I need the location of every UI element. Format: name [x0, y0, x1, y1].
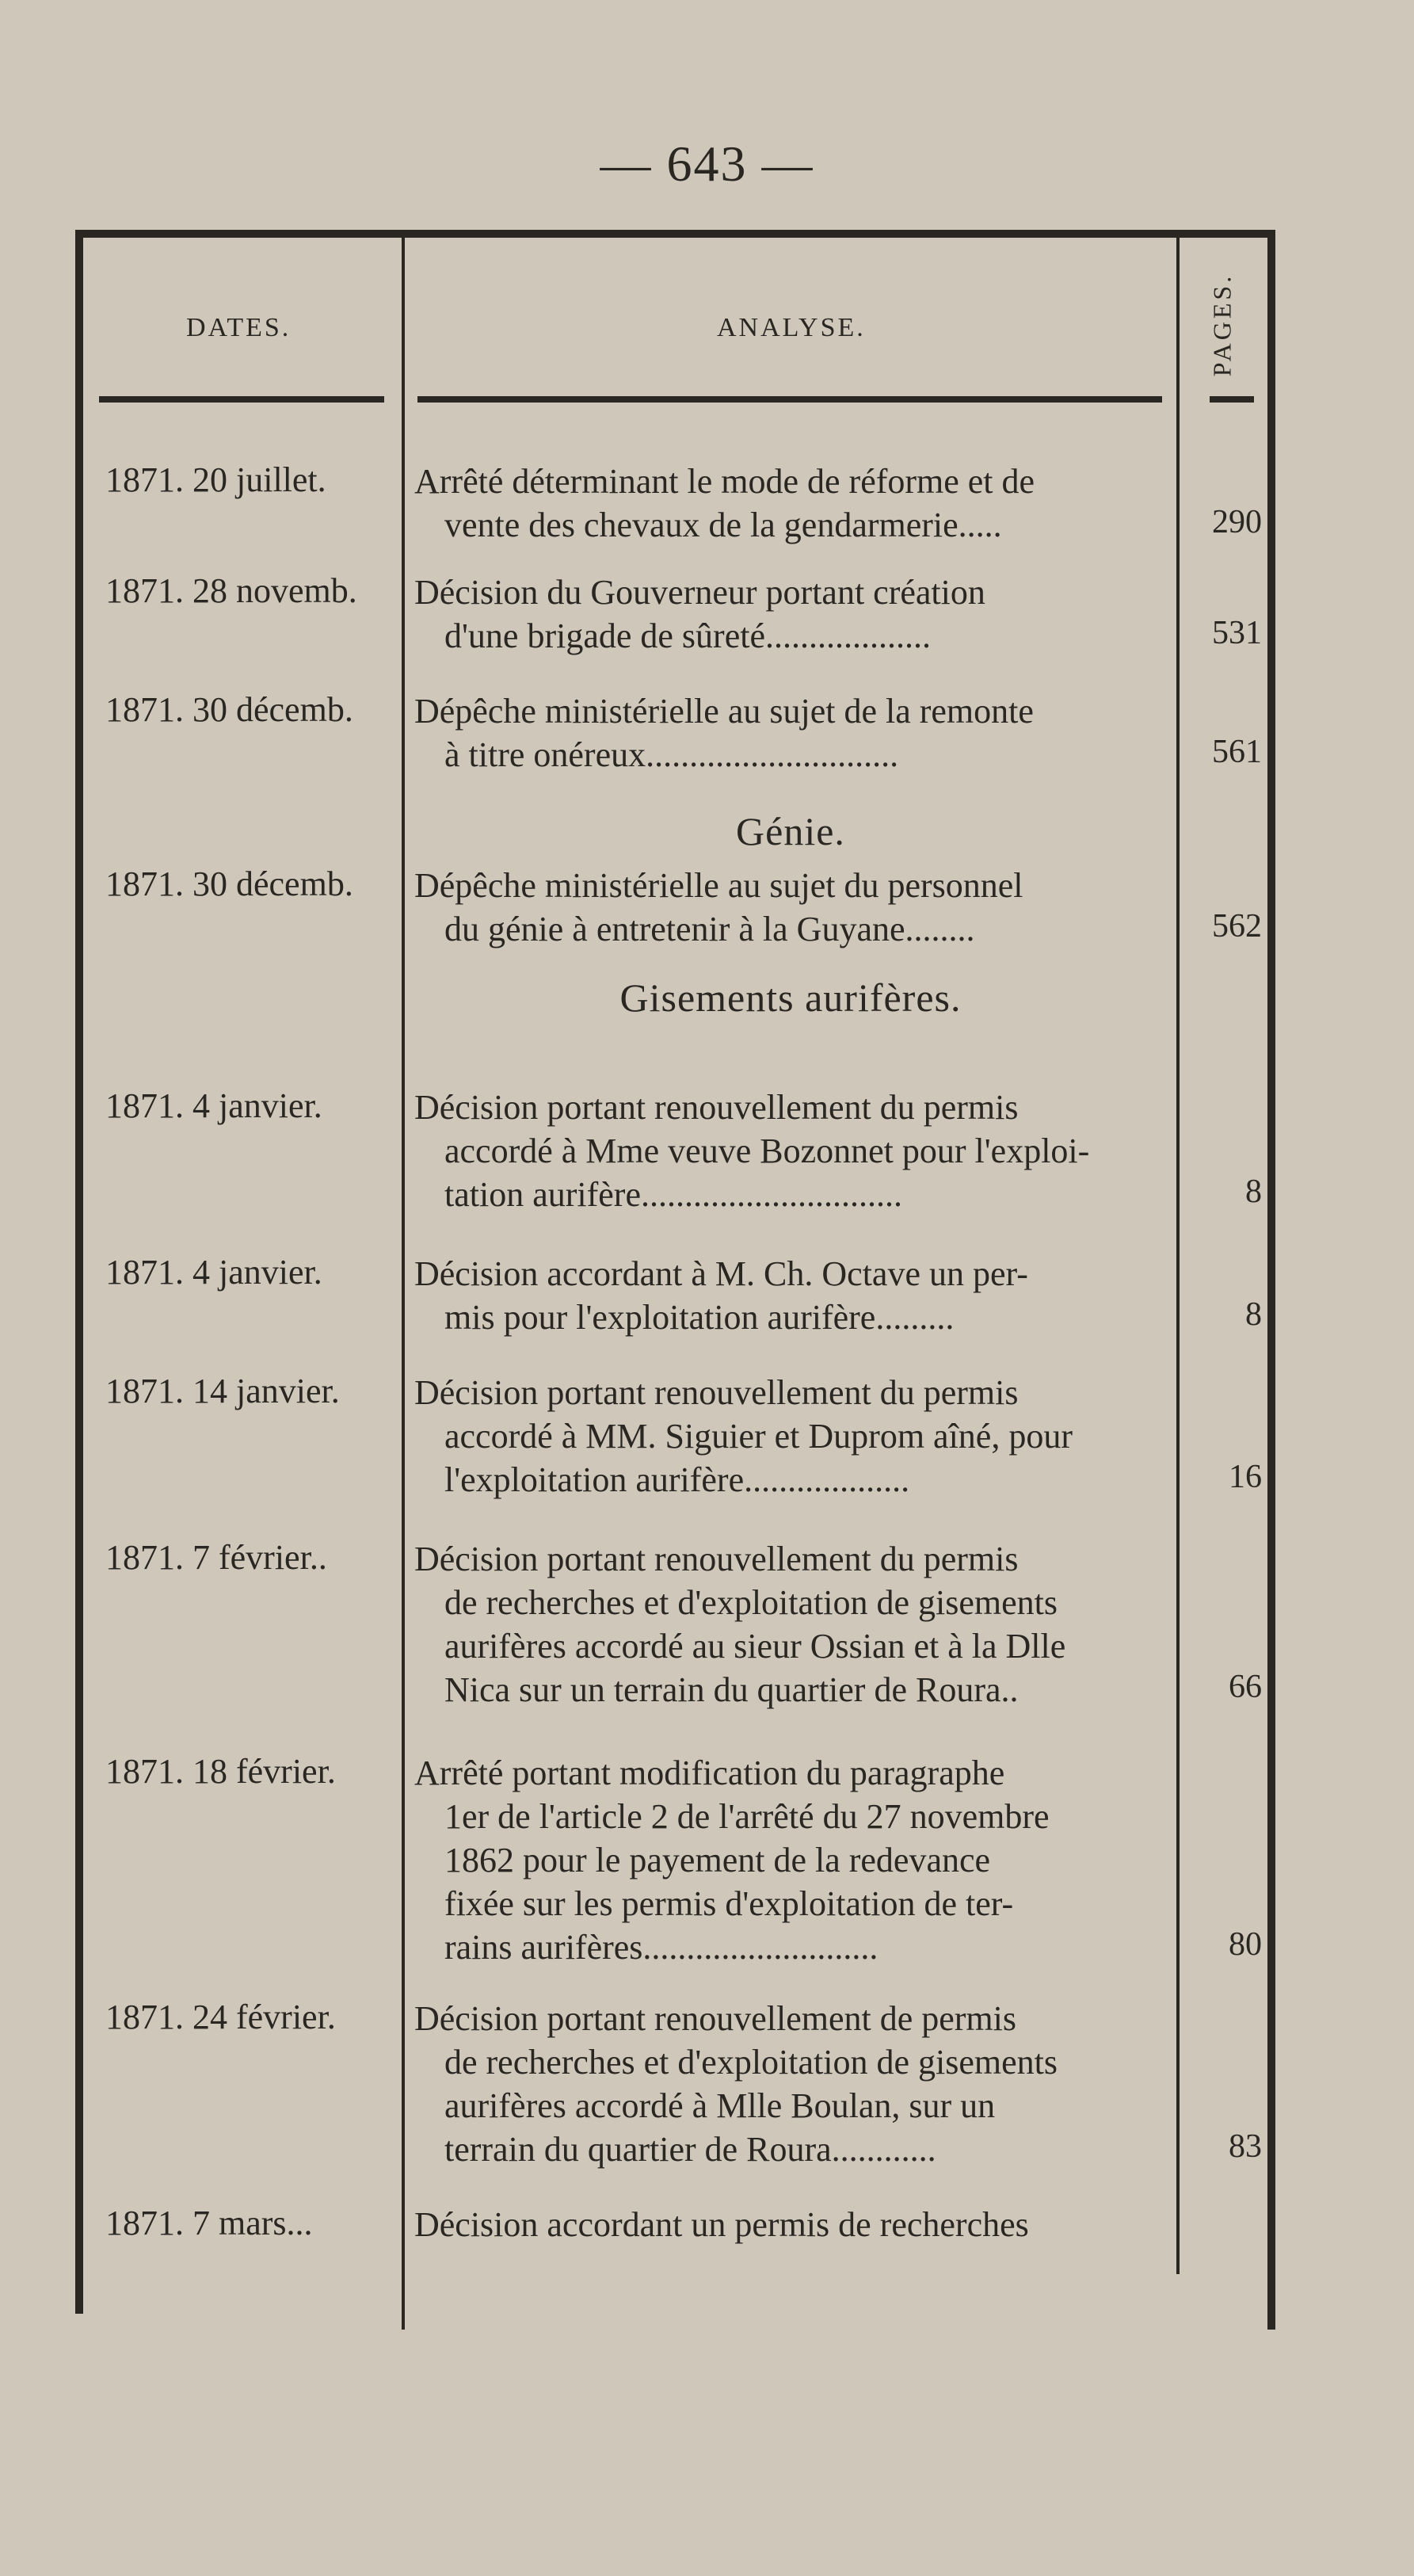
analysis-line: Décision portant renouvellement du permis — [414, 1373, 1019, 1412]
entry-date: 1871. 30 décemb. — [105, 864, 353, 903]
analysis-line: Dépêche ministérielle au sujet de la remonte — [414, 692, 1034, 731]
entry-analysis — [414, 864, 1173, 951]
header-rule-dates — [99, 396, 384, 403]
page-number: — 643 — — [600, 135, 814, 192]
entry-date: 1871. 20 juillet. — [105, 460, 326, 499]
section-heading: Génie. — [736, 809, 845, 853]
analysis-line: d'une brigade de sûreté................... — [444, 616, 931, 655]
analysis-line: à titre onéreux............................. — [444, 735, 899, 774]
analysis-line: tation aurifère.............................. — [444, 1175, 902, 1214]
entry-page-number: 66 — [1229, 1669, 1262, 1705]
analysis-line: aurifères accordé au sieur Ossian et à la Dlle — [444, 1627, 1066, 1666]
index-table — [75, 230, 1275, 2314]
entry-date: 1871. 4 janvier. — [105, 1253, 322, 1292]
analysis-line: de recherches et d'exploitation de gisements — [444, 1583, 1058, 1622]
entry-page-number: 80 — [1229, 1926, 1262, 1963]
section-heading: Gisements aurifères. — [619, 975, 962, 1020]
top-rule — [75, 230, 1275, 238]
analyse-column-divider — [1176, 238, 1180, 2274]
entry-date: 1871. 4 janvier. — [105, 1086, 322, 1125]
analysis-line: rains aurifères........................... — [444, 1928, 879, 1967]
entry-page-number: 8 — [1245, 1296, 1262, 1333]
entry-analysis — [414, 1997, 1173, 2171]
analysis-line: Arrêté déterminant le mode de réforme et de — [414, 462, 1035, 501]
right-border — [1267, 238, 1275, 2330]
entry-date: 1871. 7 mars... — [105, 2204, 313, 2242]
entry-page-number: 8 — [1245, 1174, 1262, 1210]
analysis-line: Dépêche ministérielle au sujet du personnel — [414, 866, 1023, 905]
entry-page-number: 16 — [1229, 1459, 1262, 1495]
analysis-line: 1er de l'article 2 de l'arrêté du 27 novembre — [444, 1797, 1050, 1836]
header-rule-analyse — [417, 396, 1162, 403]
analysis-line: Décision portant renouvellement de permis — [414, 1999, 1016, 2038]
entry-date: 1871. 28 novemb. — [105, 571, 357, 610]
analysis-line: Décision accordant un permis de recherches — [414, 2205, 1029, 2244]
header-analyse: ANALYSE. — [717, 313, 866, 342]
entry-analysis — [414, 1252, 1173, 1339]
left-border — [75, 238, 83, 2314]
entry-analysis — [414, 1086, 1173, 1216]
entry-analysis — [414, 460, 1173, 547]
entry-analysis — [414, 2203, 1173, 2246]
entry-page-number: 562 — [1212, 908, 1262, 945]
analysis-line: Décision portant renouvellement du permis — [414, 1088, 1019, 1127]
header-pages — [1183, 261, 1262, 388]
analysis-line: fixée sur les permis d'exploitation de ter- — [444, 1884, 1014, 1923]
entry-analysis — [414, 689, 1173, 777]
entry-analysis — [414, 1751, 1173, 1969]
entry-page-number: 561 — [1212, 734, 1262, 770]
analysis-line: accordé à Mme veuve Bozonnet pour l'exploi- — [444, 1132, 1090, 1170]
entry-date: 1871. 30 décemb. — [105, 690, 353, 729]
entry-date: 1871. 7 février.. — [105, 1538, 327, 1577]
entry-date: 1871. 14 janvier. — [105, 1372, 340, 1410]
entry-date: 1871. 18 février. — [105, 1752, 336, 1791]
analysis-line: 1862 pour le payement de la redevance — [444, 1841, 991, 1880]
entry-page-number: 531 — [1212, 615, 1262, 651]
entry-analysis — [414, 1537, 1173, 1712]
analysis-line: vente des chevaux de la gendarmerie..... — [444, 506, 1002, 544]
analysis-line: Arrêté portant modification du paragraphe — [414, 1754, 1005, 1792]
analysis-line: du génie à entretenir à la Guyane........ — [444, 910, 975, 948]
entry-date: 1871. 24 février. — [105, 1998, 336, 2036]
entry-analysis — [414, 1371, 1173, 1502]
entry-page-number: 290 — [1212, 504, 1262, 540]
analysis-line: terrain du quartier de Roura............ — [444, 2130, 936, 2169]
entry-analysis — [414, 571, 1173, 658]
analysis-line: l'exploitation aurifère................... — [444, 1460, 910, 1499]
analysis-line: mis pour l'exploitation aurifère......... — [444, 1298, 955, 1337]
header-pages-label: PAGES. — [1207, 273, 1237, 377]
analysis-line: Décision portant renouvellement du permis — [414, 1540, 1019, 1578]
analysis-line: de recherches et d'exploitation de gisements — [444, 2043, 1058, 2082]
analysis-line: accordé à MM. Siguier et Duprom aîné, pour — [444, 1417, 1073, 1456]
analysis-line: aurifères accordé à Mlle Boulan, sur un — [444, 2086, 996, 2125]
analysis-line: Décision du Gouverneur portant création — [414, 573, 985, 612]
analysis-line: Nica sur un terrain du quartier de Roura.. — [444, 1670, 1019, 1709]
entry-page-number: 83 — [1229, 2128, 1262, 2165]
header-rule-pages — [1210, 396, 1254, 403]
header-dates: DATES. — [186, 313, 292, 342]
analysis-line: Décision accordant à M. Ch. Octave un per- — [414, 1254, 1028, 1293]
